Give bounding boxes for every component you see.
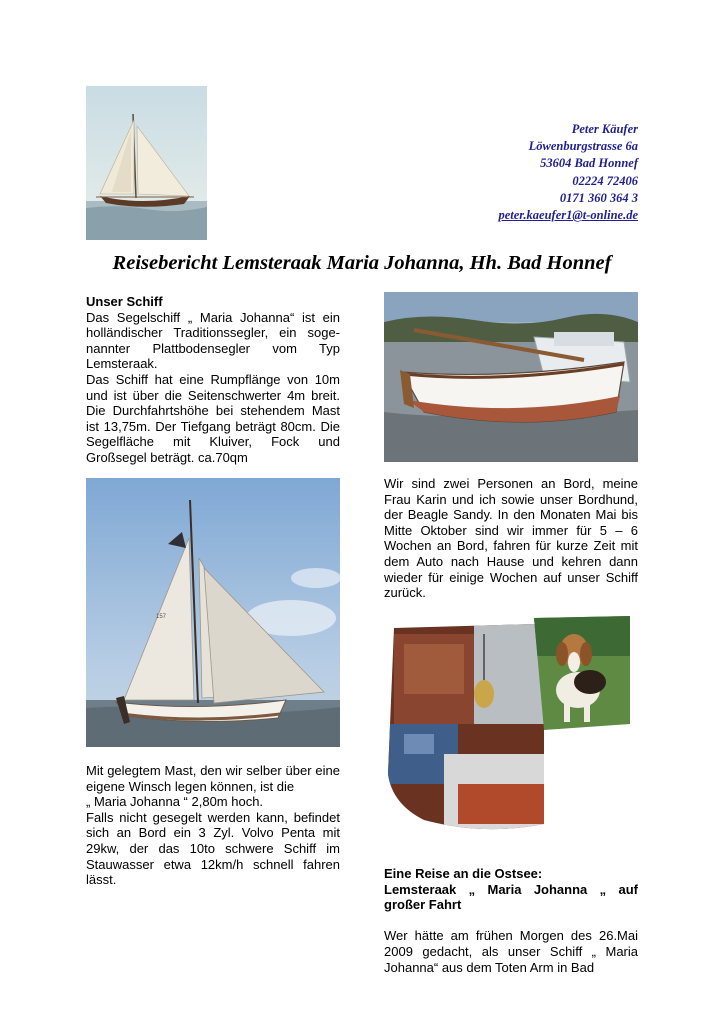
section-heading: Unser Schiff — [86, 294, 163, 309]
section-mast-engine — [86, 763, 340, 888]
paragraph-engine: Falls nicht gesegelt werden kann, befindet sich an Bord ein 3 Zyl. Volvo Penta mit 29kw, der das 10to schwere Schiff im Stauwasser etwa 12km/h schnell fahren lässt. — [86, 809, 340, 888]
svg-text:157: 157 — [156, 614, 167, 620]
photo-collage-cabin-and-dog — [384, 614, 638, 838]
paragraph-specs: Das Schiff hat eine Rumpflänge von 10m und ist über die Seitenschwerter 4m breit. Die Durchfahrtshöhe bei stehendem Mast ist 13,75m. Der Tiefgang beträgt 80cm. Die Segelfläche mit Kluiver, Fock und Großsegel beträgt. ca.70qm — [86, 371, 340, 465]
section-crew — [384, 476, 638, 601]
spacer-line — [384, 913, 638, 929]
paragraph-trip: Wer hätte am frühen Morgen des 26.Mai 2009 gedacht, als unser Schiff „ Maria Johanna“ aus dem Toten Arm in Bad — [384, 928, 638, 975]
address-mobile: 0171 360 364 3 — [559, 190, 638, 205]
address-phone: 02224 72406 — [572, 173, 638, 188]
photo-boat-in-harbor — [384, 292, 638, 462]
trip-subheading: Lemsteraak „ Maria Johanna „ auf großer Fahrt — [384, 881, 638, 913]
address-street: Löwenburgstrasse 6a — [528, 139, 638, 154]
photo-boat-under-sail — [86, 478, 340, 747]
address-name: Peter Käufer — [571, 122, 638, 136]
section-baltic-trip — [384, 866, 638, 975]
address-city: 53604 Bad Honnef — [540, 156, 638, 171]
sailing-ship-painting — [86, 86, 207, 240]
email-link[interactable]: peter.kaeufer1@t-online.de — [498, 208, 638, 223]
paragraph-crew: Wir sind zwei Personen an Bord, meine Frau Karin und ich sowie unser Bordhund, der Beagle Sandy. In den Monaten Mai bis Mitte Oktober sind wir immer für 5 – 6 Wochen an Bord, fahren für kurze Zeit mit dem Auto nach Hause und kehren dann wieder für einige Wochen auf unser Schiff zurück. — [384, 476, 638, 601]
page-title: Reisebericht Lemsteraak Maria Johanna, Hh. Bad Honnef — [112, 252, 612, 274]
trip-heading: Eine Reise an die Ostsee: — [384, 866, 543, 881]
paragraph-mast-height: „ Maria Johanna “ 2,80m hoch. — [86, 794, 264, 810]
paragraph-intro: Das Segelschiff „ Maria Johanna“ ist ein holländischer Traditionssegler, ein soge-nannter Plattbodensegler vom Typ Lemsteraak. — [86, 309, 340, 372]
sender-address — [440, 121, 638, 224]
section-our-ship — [86, 294, 340, 466]
collage-image — [384, 614, 638, 838]
paragraph-mast: Mit gelegtem Mast, den wir selber über eine eigene Winsch legen können, ist die — [86, 763, 340, 794]
